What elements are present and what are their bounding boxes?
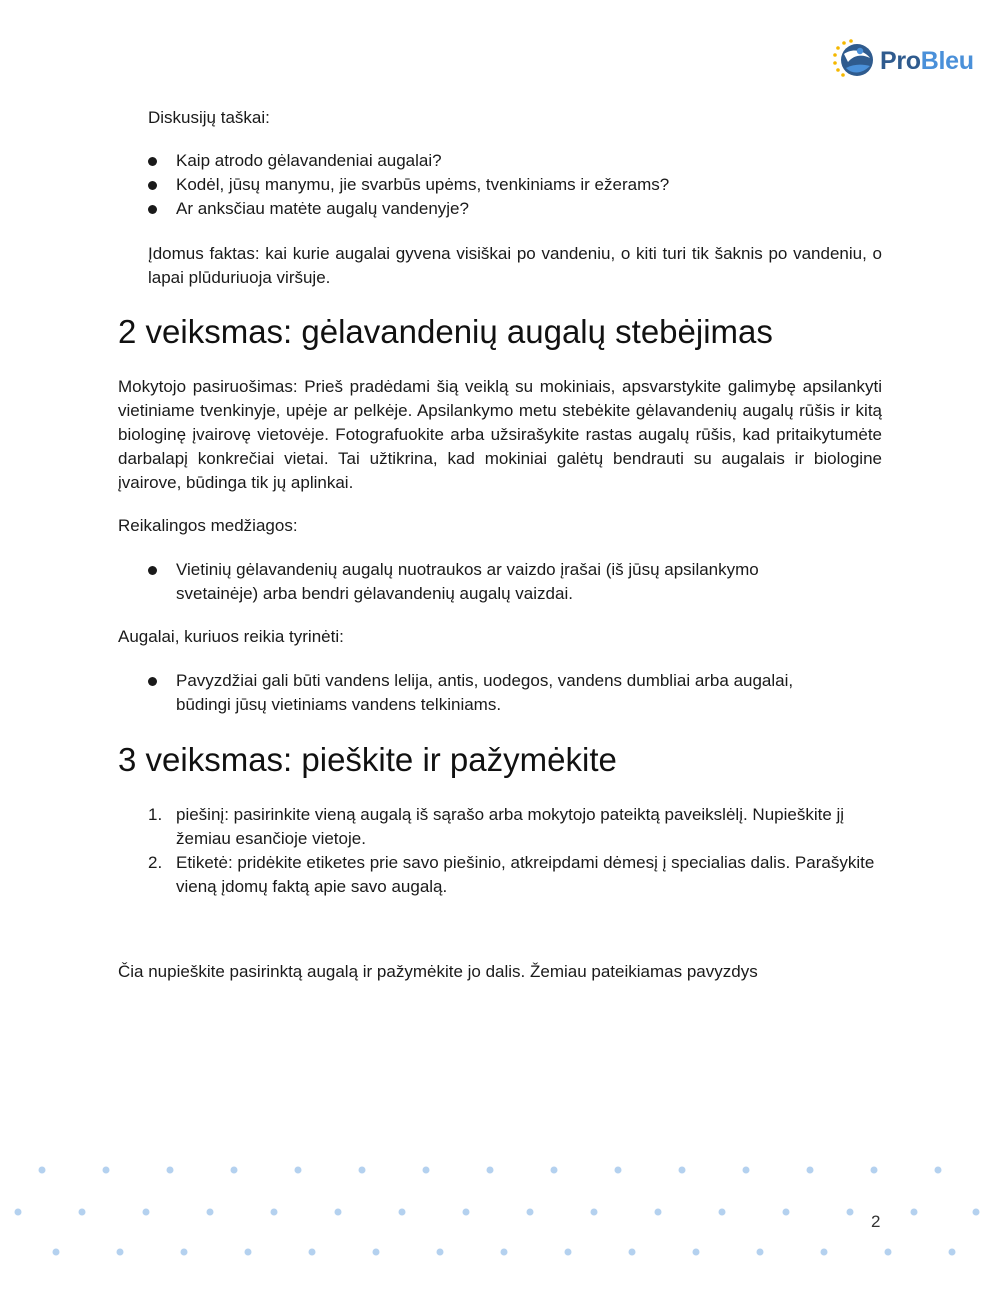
discussion-points-label: Diskusijų taškai: — [148, 108, 270, 127]
logo-text-pro: Pro — [880, 46, 921, 75]
logo-text-bleu: Bleu — [920, 46, 974, 75]
decorative-dots — [0, 1150, 1000, 1294]
probleu-logo-icon — [830, 38, 876, 84]
teacher-prep-paragraph: Mokytojo pasiruošimas: Prieš pradėdami šią veiklą su mokiniais, apsvarstykite galimybę apsilankyti vietiniame tvenkinyje, upėje ar pelkėje. Apsilankymo metu stebėkite gėlavandenių augalų rūšis ir kitą biologinę įvairovę vietovėje. Fotografuokite arba užsirašykite rastas augalų rūšis, kad pritaikytumėte darbalapį konkrečiai vietai. Tai užtikrina, kad mokiniai galėtų bendrauti su augalais ir biologine įvairove, būdinga tik jų aplinkai. — [118, 377, 882, 492]
list-item: Kaip atrodo gėlavandeniai augalai? — [148, 149, 888, 173]
materials-label: Reikalingos medžiagos: — [118, 516, 298, 535]
list-item: Vietinių gėlavandenių augalų nuotraukos ar vaizdo įrašai (iš jūsų apsilankymo svetainėje) arba bendri gėlavandenių augalų vaizdai. — [148, 558, 828, 606]
probleu-logo — [830, 38, 974, 84]
list-item: Pavyzdžiai gali būti vandens lelija, antis, uodegos, vandens dumbliai arba augalai, būdingi jūsų vietiniams vandens telkiniams. — [148, 669, 848, 717]
plants-list — [148, 669, 848, 717]
materials-list — [148, 558, 828, 606]
draw-instruction: Čia nupieškite pasirinktą augalą ir pažymėkite jo dalis. Žemiau pateikiamas pavyzdys — [118, 962, 758, 981]
plants-label: Augalai, kuriuos reikia tyrinėti: — [118, 627, 344, 646]
step3-heading: 3 veiksmas: pieškite ir pažymėkite — [118, 741, 617, 778]
page-number: 2 — [871, 1212, 881, 1231]
discussion-points-list — [148, 149, 888, 221]
list-item — [148, 851, 888, 899]
step-number: 1. — [148, 805, 163, 824]
step-number: 2. — [148, 853, 163, 872]
step-text: Etiketė: pridėkite etiketes prie savo piešinio, atkreipdami dėmesį į specialias dalis. Parašykite vieną įdomų faktą apie savo augalą. — [176, 853, 875, 896]
list-item: Kodėl, jūsų manymu, jie svarbūs upėms, tvenkiniams ir ežerams? — [148, 173, 888, 197]
step2-heading: 2 veiksmas: gėlavandenių augalų stebėjimas — [118, 313, 773, 350]
list-item: Ar anksčiau matėte augalų vandenyje? — [148, 197, 888, 221]
fun-fact-paragraph: Įdomus faktas: kai kurie augalai gyvena visiškai po vandeniu, o kiti turi tik šaknis po vandeniu, o lapai plūduriuoja viršuje. — [148, 244, 882, 287]
list-item — [148, 803, 888, 851]
logo-wordmark — [880, 47, 974, 76]
step-text: piešinį: pasirinkite vieną augalą iš sąrašo arba mokytojo pateiktą paveikslėlį. Nupieškite jį žemiau esančioje vietoje. — [176, 805, 845, 848]
steps-list — [148, 803, 888, 899]
